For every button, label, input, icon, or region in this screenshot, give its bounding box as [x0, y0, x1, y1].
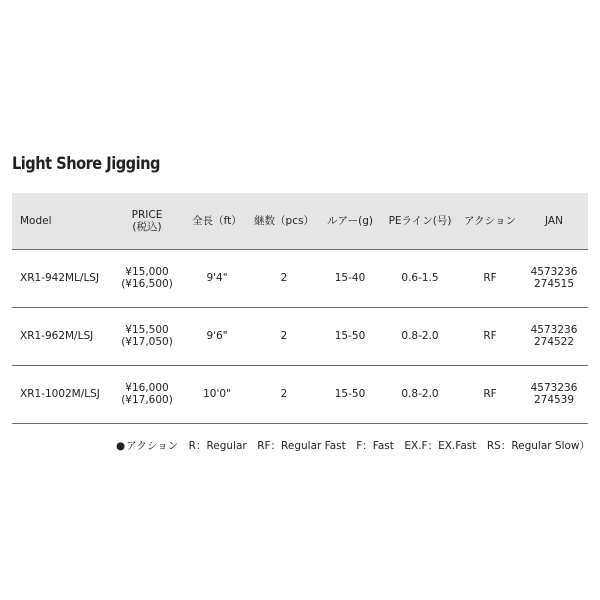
cell-pieces: 2 [280, 388, 288, 400]
cell-model: XR1-962M/LSJ [20, 330, 94, 342]
cell-lure: 15-50 [334, 388, 366, 400]
cell-lure: 15-50 [334, 330, 366, 342]
cell-pieces: 2 [280, 272, 288, 284]
header-price-tax-label: (税込) [132, 220, 162, 233]
cell-length: 10'0" [203, 388, 231, 400]
cell-length: 9'6" [206, 330, 228, 342]
header-pe-line: PEライン(号) [388, 214, 452, 227]
spec-table [12, 193, 588, 424]
cell-pe-line: 0.8-2.0 [401, 388, 439, 400]
cell-length: 9'4" [206, 272, 228, 284]
cell-price [108, 365, 186, 423]
action-legend-note [116, 438, 590, 453]
header-jan: JAN [545, 214, 563, 227]
cell-jan [520, 307, 588, 365]
cell-pe-line: 0.6-1.5 [401, 272, 439, 284]
header-action: アクション [464, 214, 516, 227]
table-row [12, 249, 588, 307]
cell-price-tax-value: (¥17,600) [121, 394, 173, 406]
cell-jan [520, 365, 588, 423]
header-price [108, 193, 186, 249]
cell-price [108, 249, 186, 307]
cell-jan-line1: 4573236 [530, 324, 578, 336]
action-legend-text: アクション R：Regular RF：Regular Fast F：Fast EX.F：EX.Fast RS：Regular Slow） [126, 440, 591, 452]
cell-price-value: ¥15,500 [125, 324, 169, 336]
header-lure: ルアー(g) [326, 214, 374, 227]
page-title: Light Shore Jigging [12, 154, 160, 174]
header-pieces: 継数（pcs） [254, 214, 314, 227]
header-model: Model [20, 214, 52, 227]
cell-lure: 15-40 [334, 272, 366, 284]
cell-price-value: ¥16,000 [125, 382, 169, 394]
table-header-row [12, 193, 588, 249]
cell-jan [520, 249, 588, 307]
bullet-icon: ● [116, 440, 126, 452]
cell-price [108, 307, 186, 365]
cell-price-value: ¥15,000 [125, 266, 169, 278]
cell-model: XR1-942ML/LSJ [20, 272, 100, 284]
cell-jan-line1: 4573236 [530, 266, 578, 278]
cell-model: XR1-1002M/LSJ [20, 388, 100, 400]
cell-price-tax-value: (¥16,500) [121, 278, 173, 290]
cell-action: RF [483, 388, 497, 400]
cell-pe-line: 0.8-2.0 [401, 330, 439, 342]
cell-price-tax-value: (¥17,050) [121, 336, 173, 348]
header-length: 全長（ft） [192, 214, 242, 227]
table-row [12, 365, 588, 423]
cell-jan-line1: 4573236 [530, 382, 578, 394]
cell-jan-line2: 274515 [533, 278, 575, 290]
header-price-label: PRICE [131, 208, 163, 221]
cell-pieces: 2 [280, 330, 288, 342]
cell-action: RF [483, 330, 497, 342]
cell-action: RF [483, 272, 497, 284]
cell-jan-line2: 274539 [533, 394, 575, 406]
table-row [12, 307, 588, 365]
cell-jan-line2: 274522 [533, 336, 575, 348]
